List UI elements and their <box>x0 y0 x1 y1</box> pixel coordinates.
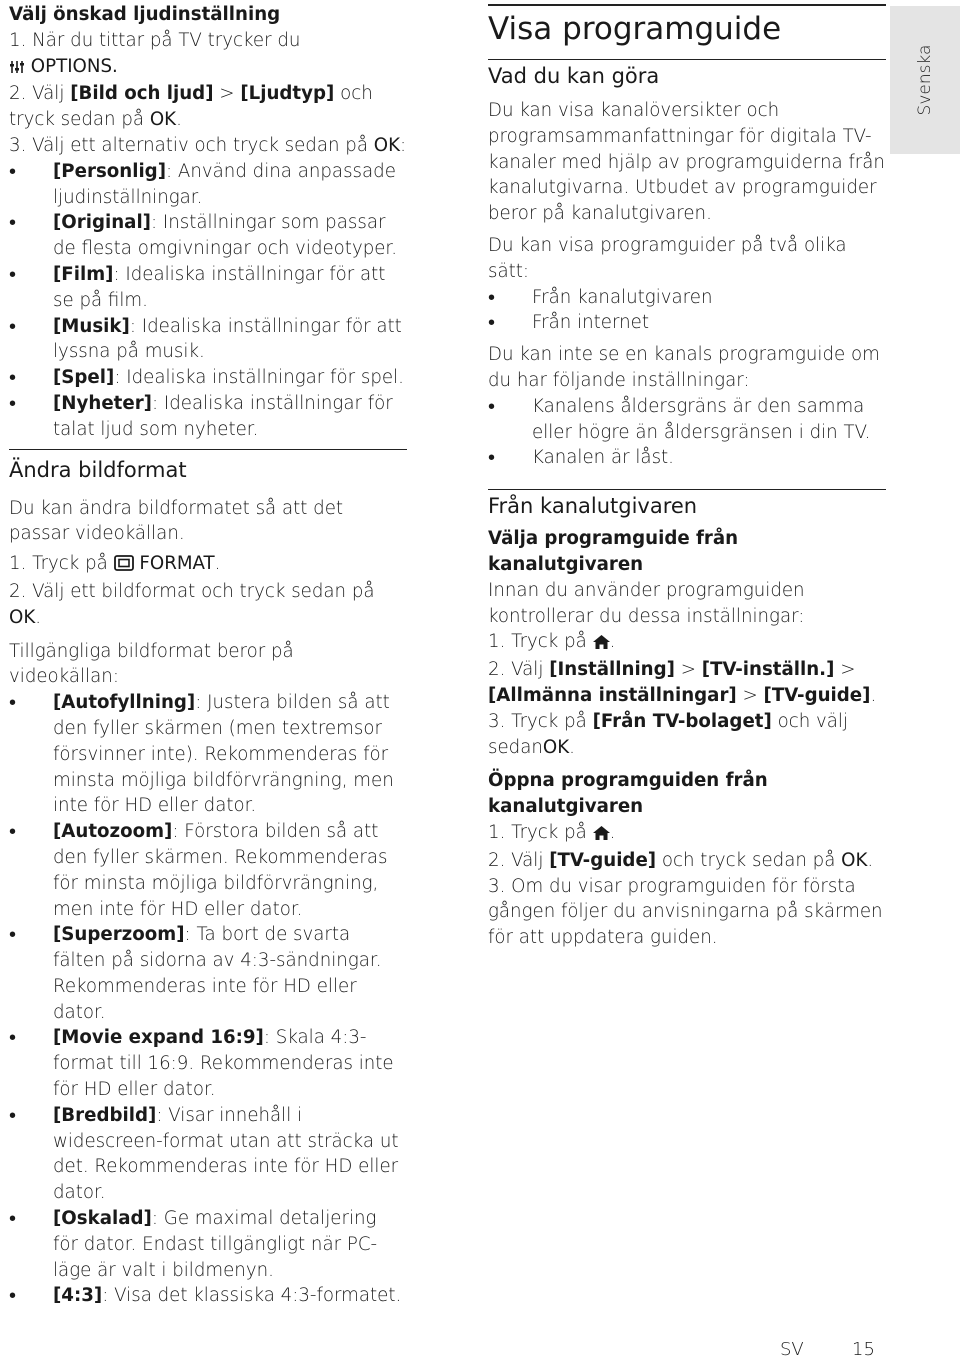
format-list <box>9 690 407 1309</box>
format-step-2: 2. Välj ett bildformat och tryck sedan på OK. <box>9 580 375 628</box>
section-divider <box>488 489 886 490</box>
sound-type-list <box>9 159 407 443</box>
select-step-1: 1. Tryck på . <box>488 629 886 657</box>
page-number: 15 <box>852 1339 875 1360</box>
list-item: • [4:3]: Visa det klassiska 4:3-formatet. <box>9 1283 407 1309</box>
list-item: • Från kanalutgivaren <box>488 285 886 311</box>
open-step-2: 2. Välj [TV-guide] och tryck sedan på OK. <box>488 849 874 871</box>
list-item: • [Oskalad]: Ge maximal detaljering för dator. Endast tillgängligt när PC-läge är valt i bildmenyn. <box>9 1206 407 1283</box>
list-item: • [Movie expand 16:9]: Skala 4:3-format till 16:9. Rekommenderas inte för HD eller dator. <box>9 1025 407 1102</box>
language-tab <box>890 6 960 154</box>
sound-step-1: 1. När du tittar på TV trycker du OPTIONS. <box>9 28 407 82</box>
home-icon <box>593 822 610 848</box>
format-step-1: 1. Tryck på FORMAT. <box>9 551 407 579</box>
what-heading: Vad du kan göra <box>488 64 660 88</box>
list-item: • [Nyheter]: Idealiska inställningar för talat ljud som nyheter. <box>9 391 407 443</box>
list-item: • Kanalen är låst. <box>488 445 886 471</box>
list-item: • [Original]: Inställningar som passar de flesta omgivningar och videotyper. <box>9 210 407 262</box>
options-icon <box>9 56 25 82</box>
select-step-2: 2. Välj [Inställning] > [TV-inställn.] > [Allmänna inställningar] > [TV-guide]. <box>488 659 877 706</box>
list-item: • [Personlig]: Använd dina anpassade ljudinställningar. <box>9 159 407 211</box>
page-title: Visa programguide <box>488 11 782 47</box>
list-item: • [Film]: Idealiska inställningar för att se på film. <box>9 262 407 314</box>
left-column <box>9 0 407 1309</box>
home-icon <box>593 631 610 657</box>
format-heading: Ändra bildformat <box>9 457 187 482</box>
list-item: • [Spel]: Idealiska inställningar för spel. <box>9 365 407 391</box>
ways-list <box>488 285 886 337</box>
select-subheading: Välja programguide från kanalutgivaren <box>488 528 739 575</box>
section-divider <box>9 449 407 450</box>
language-tab-label: Svenska <box>915 44 935 116</box>
list-item: • [Bredbild]: Visar innehåll i widescreen-format utan att sträcka ut det. Rekommenderas inte för HD eller dator. <box>9 1103 407 1206</box>
open-subheading: Öppna programguiden från kanalutgivaren <box>488 770 768 818</box>
list-item: • [Superzoom]: Ta bort de svarta fälten på sidorna av 4:3-sändningar. Rekommenderas inte för HD eller dator. <box>9 922 407 1025</box>
right-column <box>488 0 886 951</box>
open-step-1: 1. Tryck på . <box>488 820 886 848</box>
what-paragraph-1: Du kan visa kanalöversikter och programsammanfattningar för digitala TV-kanaler med hjälp av programguiderna från kanalutgivarna. Utbudet av programguider beror på kanalutgivaren. <box>488 100 885 225</box>
conditions-list <box>488 394 886 471</box>
format-intro: Du kan ändra bildformatet så att det passar videokällan. <box>9 497 344 545</box>
from-heading: Från kanalutgivaren <box>488 494 698 519</box>
formats-intro: Tillgängliga bildformat beror på videokällan: <box>9 640 294 688</box>
sound-step-2: 2. Välj [Bild och ljud] > [Ljudtyp] och tryck sedan på OK. <box>9 83 373 131</box>
open-step-3: 3. Om du visar programguiden för första gången följer du anvisningarna på skärmen för att uppdatera guiden. <box>488 875 883 949</box>
list-item: • Kanalens åldersgräns är den samma eller högre än åldersgränsen i din TV. <box>488 394 886 446</box>
select-step-3: 3. Tryck på [Från TV-bolaget] och välj sedanOK. <box>488 710 849 758</box>
select-intro: Innan du använder programguiden kontrollerar du dessa inställningar: <box>488 579 805 627</box>
sound-setting-title: Välj önskad ljudinställning <box>9 4 281 25</box>
what-paragraph-3: Du kan inte se en kanals programguide om du har följande inställningar: <box>488 344 880 391</box>
list-item: • [Autofyllning]: Justera bilden så att den fyller skärmen (men textremsor försvinner inte). Rekommenderas för minsta möjliga bildförvrängning, men inte för HD eller dator. <box>9 690 407 819</box>
footer-language: SV <box>780 1339 804 1360</box>
what-paragraph-2: Du kan visa programguider på två olika sätt: <box>488 234 847 282</box>
format-icon <box>114 553 134 579</box>
section-divider <box>488 59 886 60</box>
sound-step-3: 3. Välj ett alternativ och tryck sedan på OK: <box>9 134 407 156</box>
title-rule <box>488 4 886 6</box>
list-item: • [Autozoom]: Förstora bilden så att den fyller skärmen. Rekommenderas för minsta möjliga bildförvrängning, men inte för HD eller dator. <box>9 819 407 922</box>
list-item: • [Musik]: Idealiska inställningar för att lyssna på musik. <box>9 314 407 366</box>
list-item: • Från internet <box>488 310 886 336</box>
